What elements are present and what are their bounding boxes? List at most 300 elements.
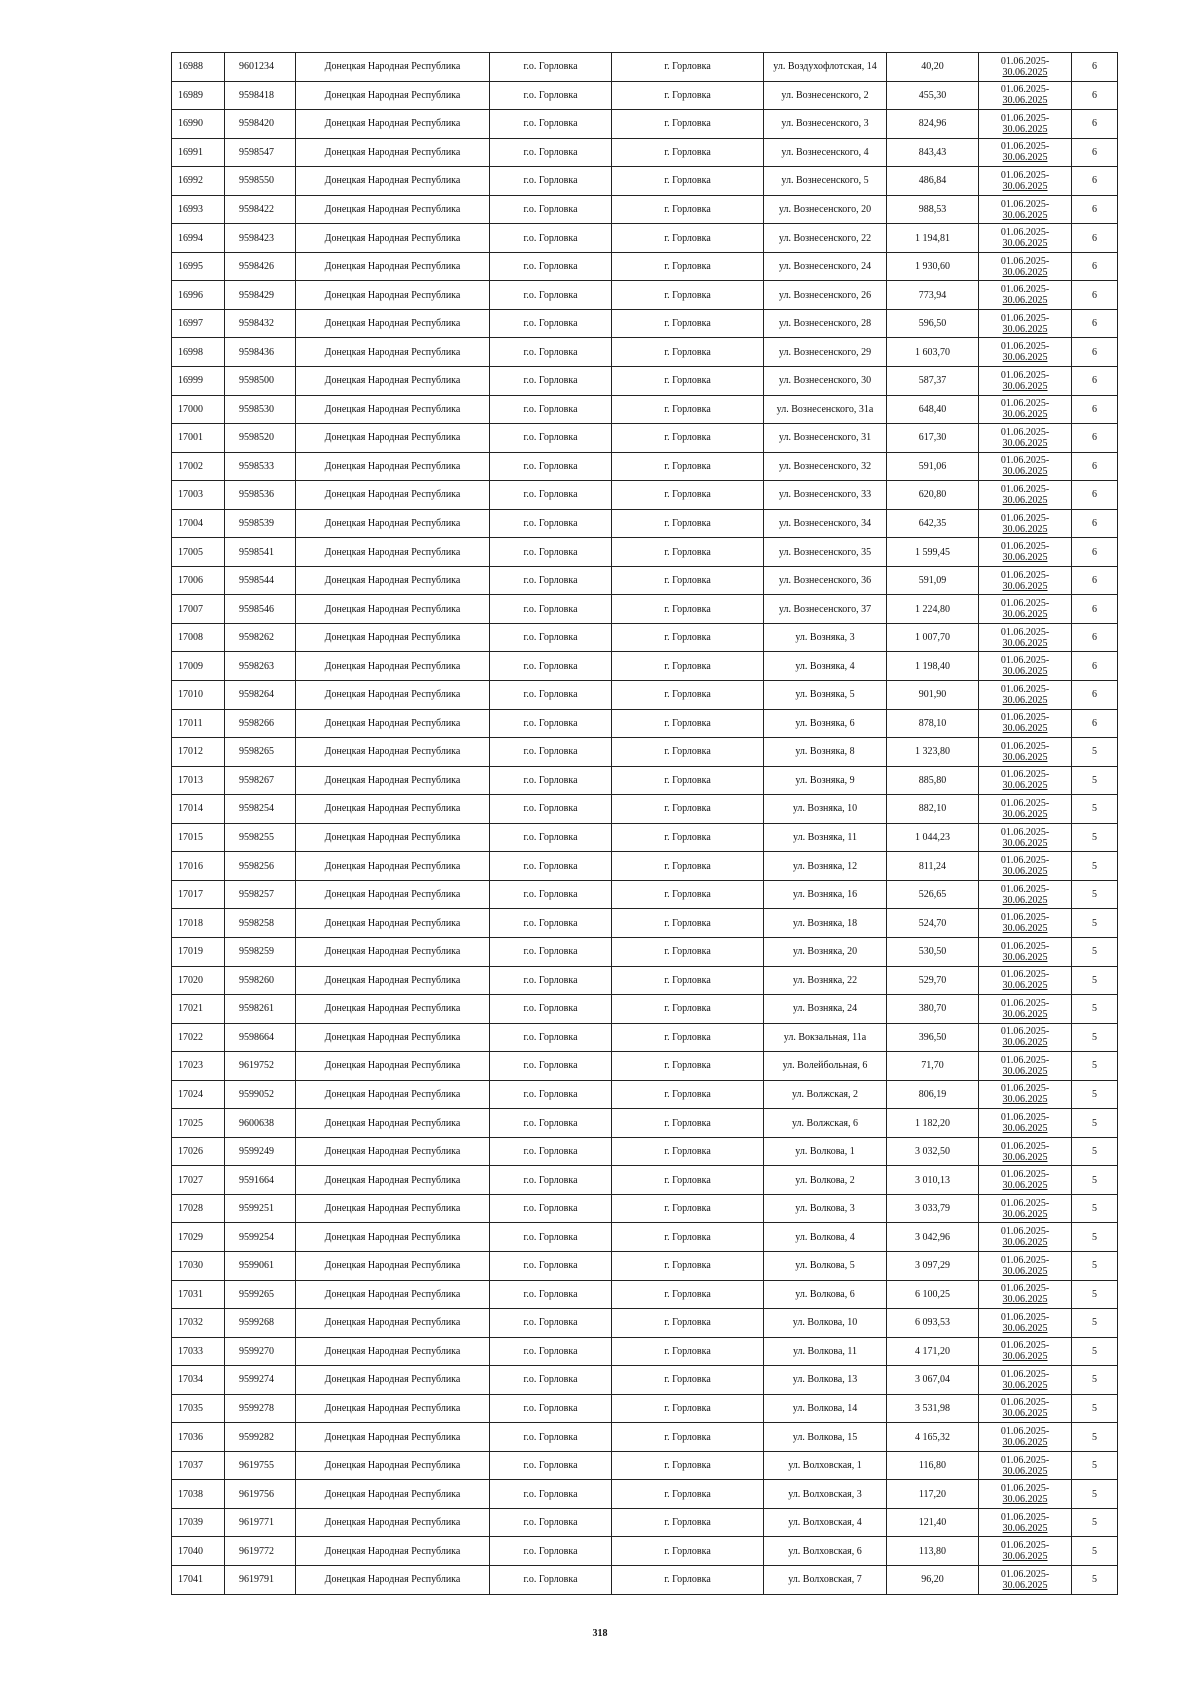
area-cell: 1 603,70: [887, 338, 979, 367]
period-start: 01.06.2025-: [1000, 1368, 1050, 1380]
period-cell: [979, 1166, 1072, 1195]
document-page: [171, 52, 1117, 1595]
address-cell: ул. Волжская, 6: [764, 1109, 887, 1138]
value-cell: 5: [1072, 1023, 1118, 1052]
object-code-cell: 9599251: [225, 1194, 296, 1223]
area-cell: 882,10: [887, 795, 979, 824]
value-cell: 5: [1072, 1565, 1118, 1594]
period-end: 30.06.2025: [1002, 409, 1048, 421]
region-cell: Донецкая Народная Республика: [296, 53, 490, 82]
region-cell: Донецкая Народная Республика: [296, 1508, 490, 1537]
object-code-cell: 9598267: [225, 766, 296, 795]
period-cell: [979, 1337, 1072, 1366]
row-number-cell: 17032: [172, 1309, 225, 1338]
table-row: [172, 880, 1118, 909]
period-end: 30.06.2025: [1002, 466, 1048, 478]
table-row: [172, 909, 1118, 938]
value-cell: 6: [1072, 81, 1118, 110]
municipality-cell: г.о. Горловка: [490, 595, 612, 624]
region-cell: Донецкая Народная Республика: [296, 110, 490, 139]
area-cell: 116,80: [887, 1451, 979, 1480]
area-cell: 529,70: [887, 966, 979, 995]
area-cell: 1 323,80: [887, 738, 979, 767]
row-number-cell: 17025: [172, 1109, 225, 1138]
area-cell: 648,40: [887, 395, 979, 424]
row-number-cell: 17013: [172, 766, 225, 795]
period-cell: [979, 1394, 1072, 1423]
row-number-cell: 17036: [172, 1423, 225, 1452]
period-end: 30.06.2025: [1002, 1551, 1048, 1563]
region-cell: Донецкая Народная Республика: [296, 1166, 490, 1195]
period-start: 01.06.2025-: [1000, 1140, 1050, 1152]
area-cell: 1 194,81: [887, 224, 979, 253]
table-row: [172, 1451, 1118, 1480]
period-end: 30.06.2025: [1002, 1579, 1048, 1591]
period-start: 01.06.2025-: [1000, 398, 1050, 410]
city-cell: г. Горловка: [612, 167, 764, 196]
city-cell: г. Горловка: [612, 995, 764, 1024]
row-number-cell: 17026: [172, 1137, 225, 1166]
row-number-cell: 16993: [172, 195, 225, 224]
region-cell: Донецкая Народная Республика: [296, 167, 490, 196]
address-cell: ул. Волховская, 1: [764, 1451, 887, 1480]
period-start: 01.06.2025-: [1000, 341, 1050, 353]
city-cell: г. Горловка: [612, 1080, 764, 1109]
region-cell: Донецкая Народная Республика: [296, 566, 490, 595]
city-cell: г. Горловка: [612, 1537, 764, 1566]
table-row: [172, 167, 1118, 196]
region-cell: Донецкая Народная Республика: [296, 195, 490, 224]
area-cell: 596,50: [887, 309, 979, 338]
city-cell: г. Горловка: [612, 1480, 764, 1509]
object-code-cell: 9619791: [225, 1565, 296, 1594]
area-cell: 380,70: [887, 995, 979, 1024]
address-cell: ул. Вознесенского, 34: [764, 509, 887, 538]
region-cell: Донецкая Народная Республика: [296, 81, 490, 110]
city-cell: г. Горловка: [612, 709, 764, 738]
object-code-cell: 9599274: [225, 1366, 296, 1395]
table-row: [172, 566, 1118, 595]
period-cell: [979, 53, 1072, 82]
object-code-cell: 9599254: [225, 1223, 296, 1252]
value-cell: 5: [1072, 1309, 1118, 1338]
period-cell: [979, 766, 1072, 795]
period-start: 01.06.2025-: [1000, 84, 1050, 96]
region-cell: Донецкая Народная Республика: [296, 823, 490, 852]
period-cell: [979, 823, 1072, 852]
value-cell: 5: [1072, 1423, 1118, 1452]
area-cell: 3 032,50: [887, 1137, 979, 1166]
city-cell: г. Горловка: [612, 1451, 764, 1480]
region-cell: Донецкая Народная Республика: [296, 880, 490, 909]
address-cell: ул. Вознесенского, 26: [764, 281, 887, 310]
period-start: 01.06.2025-: [1000, 1283, 1050, 1295]
table-row: [172, 1423, 1118, 1452]
municipality-cell: г.о. Горловка: [490, 823, 612, 852]
period-end: 30.06.2025: [1002, 666, 1048, 678]
area-cell: 486,84: [887, 167, 979, 196]
address-cell: ул. Вознесенского, 36: [764, 566, 887, 595]
region-cell: Донецкая Народная Республика: [296, 852, 490, 881]
object-code-cell: 9598254: [225, 795, 296, 824]
value-cell: 6: [1072, 623, 1118, 652]
period-cell: [979, 1508, 1072, 1537]
object-code-cell: 9598533: [225, 452, 296, 481]
city-cell: г. Горловка: [612, 623, 764, 652]
city-cell: г. Горловка: [612, 395, 764, 424]
object-code-cell: 9598530: [225, 395, 296, 424]
value-cell: 6: [1072, 167, 1118, 196]
object-code-cell: 9598541: [225, 538, 296, 567]
area-cell: 3 067,04: [887, 1366, 979, 1395]
object-code-cell: 9599282: [225, 1423, 296, 1452]
value-cell: 6: [1072, 424, 1118, 453]
period-start: 01.06.2025-: [1000, 1169, 1050, 1181]
municipality-cell: г.о. Горловка: [490, 652, 612, 681]
city-cell: г. Горловка: [612, 1508, 764, 1537]
value-cell: 6: [1072, 452, 1118, 481]
value-cell: 5: [1072, 1194, 1118, 1223]
region-cell: Донецкая Народная Республика: [296, 1280, 490, 1309]
period-cell: [979, 595, 1072, 624]
period-start: 01.06.2025-: [1000, 1026, 1050, 1038]
period-end: 30.06.2025: [1002, 1180, 1048, 1192]
municipality-cell: г.о. Горловка: [490, 367, 612, 396]
table-row: [172, 709, 1118, 738]
period-cell: [979, 1251, 1072, 1280]
area-cell: 3 010,13: [887, 1166, 979, 1195]
value-cell: 6: [1072, 138, 1118, 167]
object-code-cell: 9598546: [225, 595, 296, 624]
period-end: 30.06.2025: [1002, 1237, 1048, 1249]
municipality-cell: г.о. Горловка: [490, 1223, 612, 1252]
period-end: 30.06.2025: [1002, 637, 1048, 649]
city-cell: г. Горловка: [612, 1166, 764, 1195]
address-cell: ул. Возняка, 22: [764, 966, 887, 995]
object-code-cell: 9599249: [225, 1137, 296, 1166]
object-code-cell: 9598262: [225, 623, 296, 652]
area-cell: 617,30: [887, 424, 979, 453]
city-cell: г. Горловка: [612, 566, 764, 595]
row-number-cell: 16998: [172, 338, 225, 367]
address-cell: ул. Возняка, 8: [764, 738, 887, 767]
period-start: 01.06.2025-: [1000, 1226, 1050, 1238]
city-cell: г. Горловка: [612, 281, 764, 310]
object-code-cell: 9598260: [225, 966, 296, 995]
period-cell: [979, 1052, 1072, 1081]
city-cell: г. Горловка: [612, 1366, 764, 1395]
object-code-cell: 9598259: [225, 937, 296, 966]
area-cell: 1 198,40: [887, 652, 979, 681]
period-start: 01.06.2025-: [1000, 940, 1050, 952]
area-cell: 3 097,29: [887, 1251, 979, 1280]
period-cell: [979, 1223, 1072, 1252]
period-cell: [979, 909, 1072, 938]
table-row: [172, 452, 1118, 481]
object-code-cell: 9619771: [225, 1508, 296, 1537]
table-row: [172, 852, 1118, 881]
row-number-cell: 16989: [172, 81, 225, 110]
row-number-cell: 16990: [172, 110, 225, 139]
table-row: [172, 1166, 1118, 1195]
object-code-cell: 9619755: [225, 1451, 296, 1480]
period-start: 01.06.2025-: [1000, 598, 1050, 610]
row-number-cell: 17034: [172, 1366, 225, 1395]
row-number-cell: 17020: [172, 966, 225, 995]
row-number-cell: 16996: [172, 281, 225, 310]
region-cell: Донецкая Народная Республика: [296, 1480, 490, 1509]
address-cell: ул. Вознесенского, 2: [764, 81, 887, 110]
period-end: 30.06.2025: [1002, 123, 1048, 135]
value-cell: 5: [1072, 909, 1118, 938]
period-end: 30.06.2025: [1002, 1379, 1048, 1391]
address-cell: ул. Вознесенского, 24: [764, 252, 887, 281]
address-cell: ул. Волкова, 3: [764, 1194, 887, 1223]
row-number-cell: 17007: [172, 595, 225, 624]
address-cell: ул. Вознесенского, 5: [764, 167, 887, 196]
period-start: 01.06.2025-: [1000, 855, 1050, 867]
table-row: [172, 623, 1118, 652]
address-cell: ул. Волкова, 2: [764, 1166, 887, 1195]
address-cell: ул. Волжская, 2: [764, 1080, 887, 1109]
address-cell: ул. Волкова, 4: [764, 1223, 887, 1252]
period-end: 30.06.2025: [1002, 808, 1048, 820]
row-number-cell: 17037: [172, 1451, 225, 1480]
city-cell: г. Горловка: [612, 852, 764, 881]
area-cell: 396,50: [887, 1023, 979, 1052]
address-cell: ул. Возняка, 12: [764, 852, 887, 881]
area-cell: 1 224,80: [887, 595, 979, 624]
city-cell: г. Горловка: [612, 195, 764, 224]
region-cell: Донецкая Народная Республика: [296, 709, 490, 738]
row-number-cell: 17024: [172, 1080, 225, 1109]
city-cell: г. Горловка: [612, 937, 764, 966]
period-end: 30.06.2025: [1002, 980, 1048, 992]
period-cell: [979, 367, 1072, 396]
municipality-cell: г.о. Горловка: [490, 566, 612, 595]
period-end: 30.06.2025: [1002, 295, 1048, 307]
table-row: [172, 1080, 1118, 1109]
period-end: 30.06.2025: [1002, 1208, 1048, 1220]
table-row: [172, 1366, 1118, 1395]
period-end: 30.06.2025: [1002, 1294, 1048, 1306]
table-row: [172, 138, 1118, 167]
value-cell: 5: [1072, 738, 1118, 767]
object-code-cell: 9598520: [225, 424, 296, 453]
area-cell: 71,70: [887, 1052, 979, 1081]
city-cell: г. Горловка: [612, 966, 764, 995]
table-row: [172, 53, 1118, 82]
table-row: [172, 652, 1118, 681]
period-start: 01.06.2025-: [1000, 997, 1050, 1009]
table-row: [172, 110, 1118, 139]
address-cell: ул. Волейбольная, 6: [764, 1052, 887, 1081]
period-end: 30.06.2025: [1002, 1037, 1048, 1049]
row-number-cell: 17005: [172, 538, 225, 567]
city-cell: г. Горловка: [612, 309, 764, 338]
period-end: 30.06.2025: [1002, 323, 1048, 335]
object-code-cell: 9619756: [225, 1480, 296, 1509]
value-cell: 6: [1072, 538, 1118, 567]
region-cell: Донецкая Народная Республика: [296, 1080, 490, 1109]
table-row: [172, 1251, 1118, 1280]
area-cell: 3 042,96: [887, 1223, 979, 1252]
address-cell: ул. Вознесенского, 4: [764, 138, 887, 167]
object-code-cell: 9601234: [225, 53, 296, 82]
region-cell: Донецкая Народная Республика: [296, 681, 490, 710]
region-cell: Донецкая Народная Республика: [296, 138, 490, 167]
value-cell: 5: [1072, 1109, 1118, 1138]
period-start: 01.06.2025-: [1000, 369, 1050, 381]
city-cell: г. Горловка: [612, 81, 764, 110]
municipality-cell: г.о. Горловка: [490, 1251, 612, 1280]
municipality-cell: г.о. Горловка: [490, 1423, 612, 1452]
period-end: 30.06.2025: [1002, 1465, 1048, 1477]
row-number-cell: 17022: [172, 1023, 225, 1052]
table-row: [172, 1023, 1118, 1052]
address-cell: ул. Вокзальная, 11а: [764, 1023, 887, 1052]
table-row: [172, 1309, 1118, 1338]
address-cell: ул. Волкова, 5: [764, 1251, 887, 1280]
area-cell: 885,80: [887, 766, 979, 795]
period-start: 01.06.2025-: [1000, 712, 1050, 724]
region-cell: Донецкая Народная Республика: [296, 995, 490, 1024]
city-cell: г. Горловка: [612, 1023, 764, 1052]
area-cell: 1 930,60: [887, 252, 979, 281]
period-start: 01.06.2025-: [1000, 569, 1050, 581]
period-cell: [979, 852, 1072, 881]
value-cell: 6: [1072, 395, 1118, 424]
object-code-cell: 9599265: [225, 1280, 296, 1309]
value-cell: 5: [1072, 966, 1118, 995]
value-cell: 6: [1072, 195, 1118, 224]
table-row: [172, 338, 1118, 367]
row-number-cell: 16997: [172, 309, 225, 338]
period-end: 30.06.2025: [1002, 723, 1048, 735]
period-start: 01.06.2025-: [1000, 541, 1050, 553]
period-end: 30.06.2025: [1002, 866, 1048, 878]
row-number-cell: 17039: [172, 1508, 225, 1537]
value-cell: 6: [1072, 281, 1118, 310]
period-cell: [979, 880, 1072, 909]
city-cell: г. Горловка: [612, 1137, 764, 1166]
value-cell: 6: [1072, 566, 1118, 595]
address-cell: ул. Волкова, 15: [764, 1423, 887, 1452]
period-cell: [979, 309, 1072, 338]
municipality-cell: г.о. Горловка: [490, 1451, 612, 1480]
object-code-cell: 9598429: [225, 281, 296, 310]
area-cell: 901,90: [887, 681, 979, 710]
period-start: 01.06.2025-: [1000, 1112, 1050, 1123]
period-end: 30.06.2025: [1002, 266, 1048, 278]
object-code-cell: 9599270: [225, 1337, 296, 1366]
city-cell: г. Горловка: [612, 880, 764, 909]
city-cell: г. Горловка: [612, 1423, 764, 1452]
period-end: 30.06.2025: [1002, 1008, 1048, 1020]
area-cell: 526,65: [887, 880, 979, 909]
region-cell: Донецкая Народная Республика: [296, 1423, 490, 1452]
municipality-cell: г.о. Горловка: [490, 738, 612, 767]
table-row: [172, 738, 1118, 767]
period-end: 30.06.2025: [1002, 837, 1048, 849]
period-start: 01.06.2025-: [1000, 483, 1050, 495]
period-end: 30.06.2025: [1002, 580, 1048, 592]
city-cell: г. Горловка: [612, 1309, 764, 1338]
period-end: 30.06.2025: [1002, 609, 1048, 621]
value-cell: 5: [1072, 1080, 1118, 1109]
municipality-cell: г.о. Горловка: [490, 281, 612, 310]
address-cell: ул. Воздухофлотская, 14: [764, 53, 887, 82]
table-row: [172, 1109, 1118, 1138]
region-cell: Донецкая Народная Республика: [296, 1223, 490, 1252]
municipality-cell: г.о. Горловка: [490, 937, 612, 966]
table-body: [172, 53, 1118, 1595]
period-end: 30.06.2025: [1002, 66, 1048, 78]
region-cell: Донецкая Народная Республика: [296, 795, 490, 824]
period-cell: [979, 995, 1072, 1024]
city-cell: г. Горловка: [612, 738, 764, 767]
period-start: 01.06.2025-: [1000, 1197, 1050, 1209]
municipality-cell: г.о. Горловка: [490, 1166, 612, 1195]
municipality-cell: г.о. Горловка: [490, 338, 612, 367]
municipality-cell: г.о. Горловка: [490, 1366, 612, 1395]
row-number-cell: 17030: [172, 1251, 225, 1280]
period-end: 30.06.2025: [1002, 1494, 1048, 1506]
row-number-cell: 17004: [172, 509, 225, 538]
period-end: 30.06.2025: [1002, 1123, 1048, 1134]
address-cell: ул. Вознесенского, 28: [764, 309, 887, 338]
address-cell: ул. Вознесенского, 30: [764, 367, 887, 396]
region-cell: Донецкая Народная Республика: [296, 367, 490, 396]
period-end: 30.06.2025: [1002, 694, 1048, 706]
period-start: 01.06.2025-: [1000, 1568, 1050, 1580]
period-start: 01.06.2025-: [1000, 141, 1050, 153]
period-start: 01.06.2025-: [1000, 227, 1050, 239]
period-end: 30.06.2025: [1002, 1437, 1048, 1449]
address-cell: ул. Возняка, 10: [764, 795, 887, 824]
area-cell: 1 007,70: [887, 623, 979, 652]
period-cell: [979, 452, 1072, 481]
region-cell: Донецкая Народная Республика: [296, 1194, 490, 1223]
municipality-cell: г.о. Горловка: [490, 224, 612, 253]
period-cell: [979, 167, 1072, 196]
row-number-cell: 16995: [172, 252, 225, 281]
municipality-cell: г.о. Горловка: [490, 1080, 612, 1109]
period-start: 01.06.2025-: [1000, 683, 1050, 695]
region-cell: Донецкая Народная Республика: [296, 1109, 490, 1138]
city-cell: г. Горловка: [612, 1223, 764, 1252]
period-start: 01.06.2025-: [1000, 883, 1050, 895]
area-cell: 988,53: [887, 195, 979, 224]
housing-register-table: [171, 52, 1118, 1595]
object-code-cell: 9598266: [225, 709, 296, 738]
row-number-cell: 17002: [172, 452, 225, 481]
table-row: [172, 995, 1118, 1024]
address-cell: ул. Возняка, 3: [764, 623, 887, 652]
period-start: 01.06.2025-: [1000, 1340, 1050, 1352]
table-row: [172, 395, 1118, 424]
period-end: 30.06.2025: [1002, 751, 1048, 763]
row-number-cell: 16988: [172, 53, 225, 82]
period-end: 30.06.2025: [1002, 209, 1048, 221]
value-cell: 5: [1072, 795, 1118, 824]
period-end: 30.06.2025: [1002, 180, 1048, 192]
municipality-cell: г.о. Горловка: [490, 509, 612, 538]
period-start: 01.06.2025-: [1000, 426, 1050, 438]
row-number-cell: 17023: [172, 1052, 225, 1081]
municipality-cell: г.о. Горловка: [490, 1137, 612, 1166]
table-row: [172, 509, 1118, 538]
